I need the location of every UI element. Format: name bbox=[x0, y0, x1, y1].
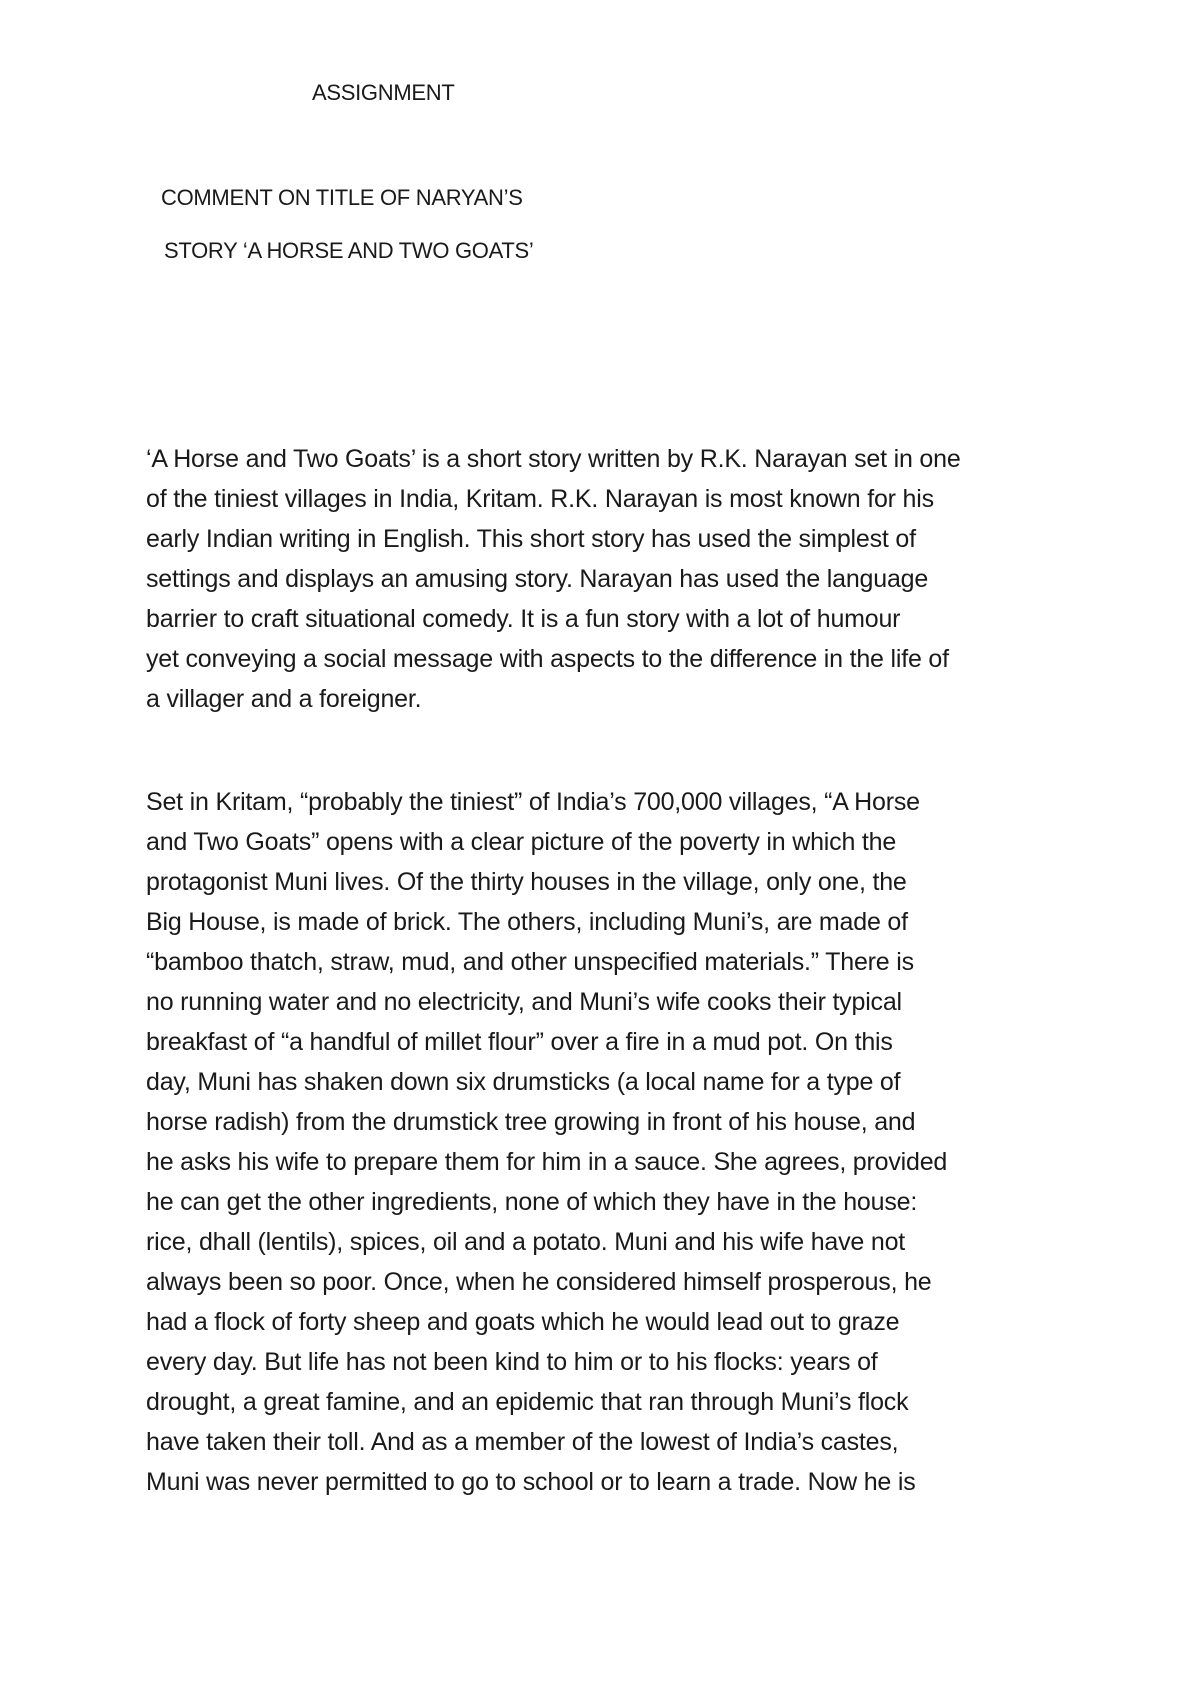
text-line: settings and displays an amusing story. Narayan has used the language bbox=[146, 565, 929, 593]
text-line: breakfast of “a handful of millet flour” over a fire in a mud pot. On this bbox=[146, 1028, 893, 1056]
text-line: yet conveying a social message with aspects to the difference in the life of bbox=[146, 645, 949, 673]
text-line: day, Muni has shaken down six drumsticks (a local name for a type of bbox=[146, 1068, 901, 1096]
text-line: drought, a great famine, and an epidemic that ran through Muni’s flock bbox=[146, 1388, 909, 1416]
text-line: Big House, is made of brick. The others, including Muni’s, are made of bbox=[146, 908, 908, 936]
assignment-heading: ASSIGNMENT bbox=[312, 80, 455, 105]
text-line: Set in Kritam, “probably the tiniest” of India’s 700,000 villages, “A Horse bbox=[146, 788, 920, 816]
text-line: he asks his wife to prepare them for him in a sauce. She agrees, provided bbox=[146, 1148, 948, 1176]
paragraph-intro bbox=[146, 439, 961, 719]
text-line: barrier to craft situational comedy. It is a fun story with a lot of humour bbox=[146, 605, 901, 633]
title-line-1: COMMENT ON TITLE OF NARYAN’S bbox=[161, 185, 523, 210]
text-line: he can get the other ingredients, none of which they have in the house: bbox=[146, 1188, 918, 1216]
text-line: Muni was never permitted to go to school or to learn a trade. Now he is bbox=[146, 1468, 916, 1496]
title-line-2: STORY ‘A HORSE AND TWO GOATS’ bbox=[164, 238, 534, 263]
text-line: a villager and a foreigner. bbox=[146, 685, 422, 713]
text-line: and Two Goats” opens with a clear picture of the poverty in which the bbox=[146, 828, 897, 856]
paragraph-setting bbox=[146, 782, 947, 1502]
text-line: early Indian writing in English. This short story has used the simplest of bbox=[146, 525, 916, 553]
text-line: horse radish) from the drumstick tree growing in front of his house, and bbox=[146, 1108, 916, 1136]
text-line: rice, dhall (lentils), spices, oil and a potato. Muni and his wife have not bbox=[146, 1228, 906, 1256]
text-line: of the tiniest villages in India, Kritam. R.K. Narayan is most known for his bbox=[146, 485, 934, 513]
text-line: had a flock of forty sheep and goats which he would lead out to graze bbox=[146, 1308, 900, 1336]
text-line: have taken their toll. And as a member of the lowest of India’s castes, bbox=[146, 1428, 899, 1456]
text-line: every day. But life has not been kind to him or to his flocks: years of bbox=[146, 1348, 878, 1376]
text-line: “bamboo thatch, straw, mud, and other unspecified materials.” There is bbox=[146, 948, 914, 976]
text-line: protagonist Muni lives. Of the thirty houses in the village, only one, the bbox=[146, 868, 907, 896]
text-line: no running water and no electricity, and Muni’s wife cooks their typical bbox=[146, 988, 902, 1016]
text-line: ‘A Horse and Two Goats’ is a short story written by R.K. Narayan set in one bbox=[146, 445, 961, 473]
text-line: always been so poor. Once, when he considered himself prosperous, he bbox=[146, 1268, 932, 1296]
